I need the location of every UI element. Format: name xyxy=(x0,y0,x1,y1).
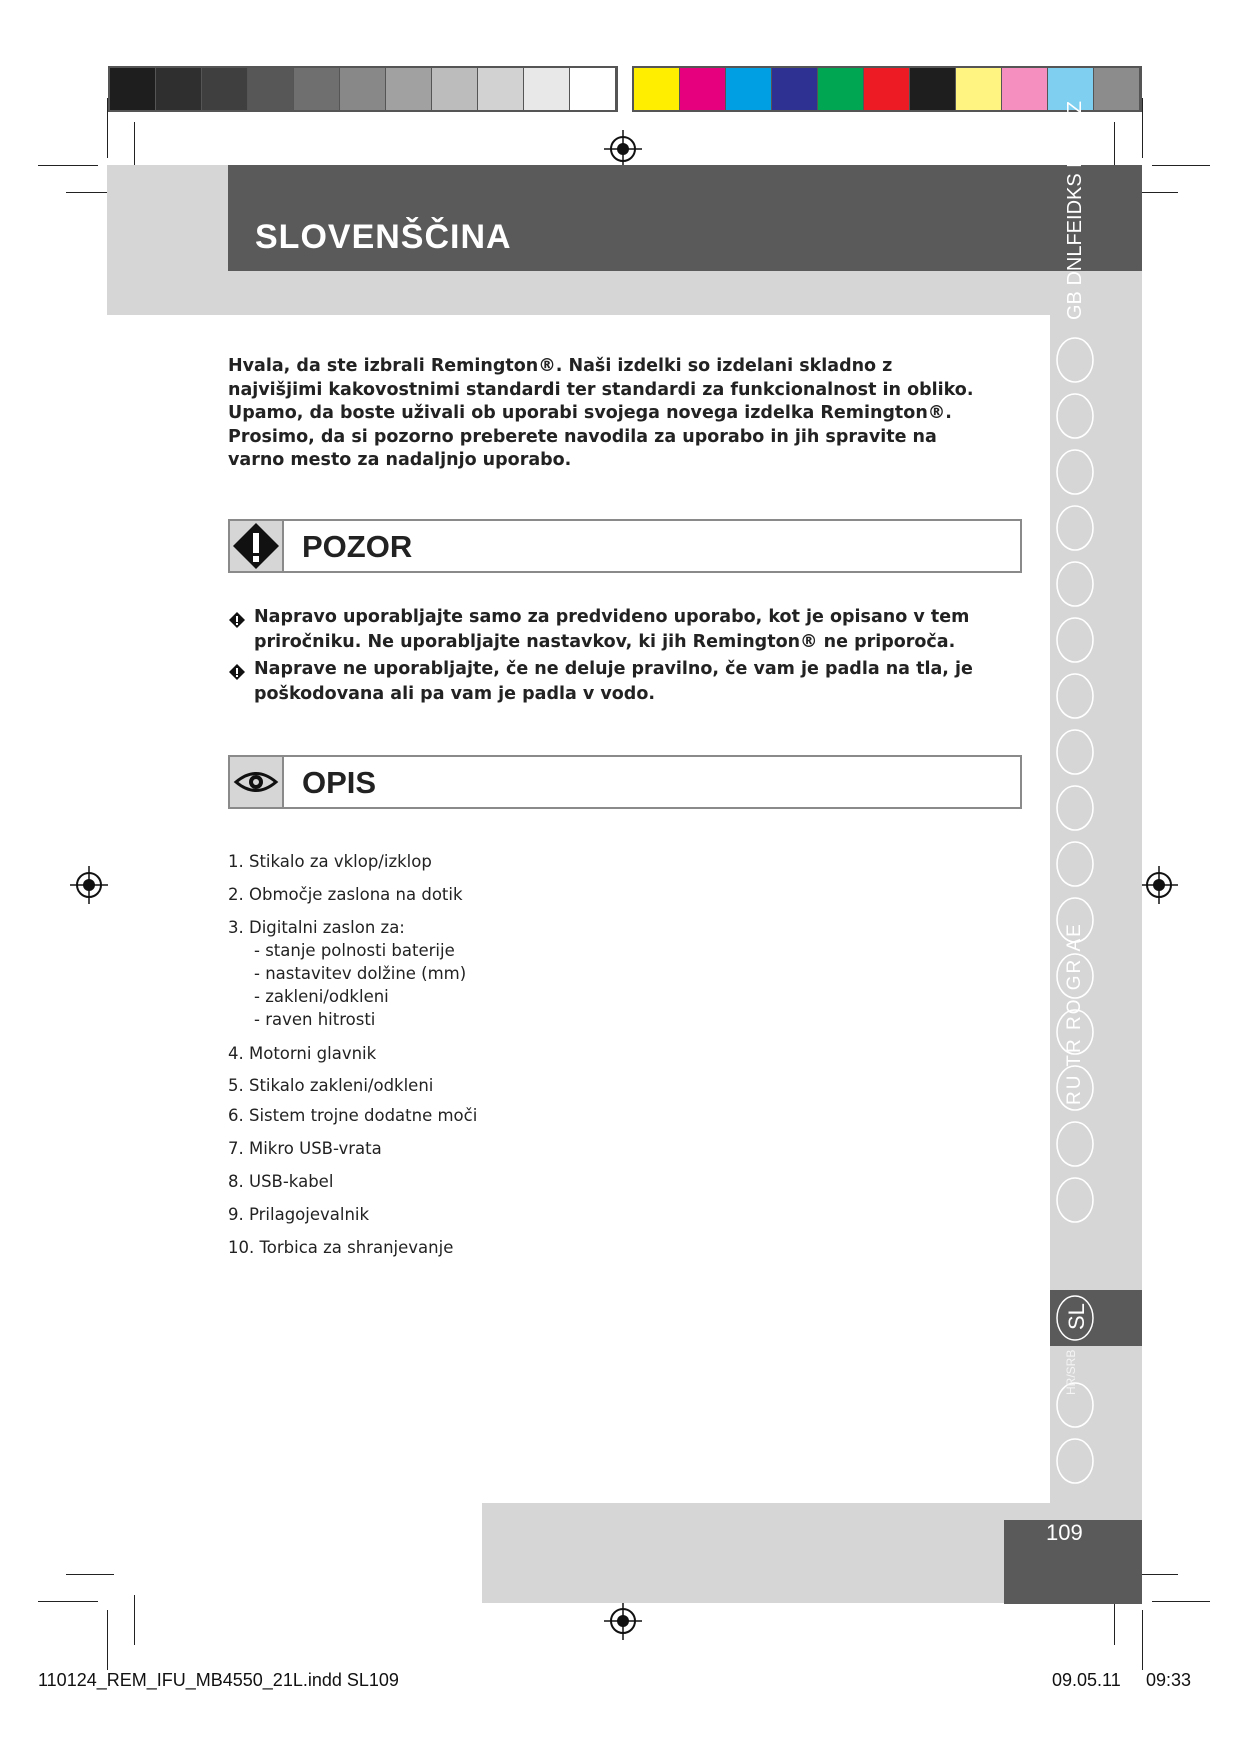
footer-filename: 110124_REM_IFU_MB4550_21L.indd SL109 xyxy=(38,1670,399,1690)
warning-title: POZOR xyxy=(302,529,413,564)
color-swatch xyxy=(386,68,432,110)
warning-header xyxy=(228,519,1022,573)
crop-mark xyxy=(1142,98,1143,158)
crop-mark xyxy=(1152,1601,1210,1602)
color-swatch xyxy=(864,68,910,110)
eye-icon xyxy=(230,757,282,807)
warning-text-1: Napravo uporabljajte samo za predvideno uporabo, kot je opisano v tem priročniku. Ne uporabljajte nastavkov, ki jih Remington® ne priporoča. xyxy=(254,607,970,652)
language-tab-oval-icon[interactable] xyxy=(1054,1063,1096,1113)
eye-icon-box xyxy=(230,757,284,807)
list-item: 6. Sistem trojne dodatne moči xyxy=(228,1106,478,1125)
page-number: 109 xyxy=(1046,1520,1083,1545)
language-tab-oval-icon[interactable] xyxy=(1054,839,1096,889)
crop-mark xyxy=(107,1610,108,1670)
color-swatch xyxy=(524,68,570,110)
warning-bullet-icon xyxy=(228,611,246,629)
language-tab-oval-icon[interactable] xyxy=(1054,335,1096,385)
language-tab-oval-icon[interactable] xyxy=(1054,895,1096,945)
list-item: 9. Prilagojevalnik xyxy=(228,1205,370,1224)
color-swatch xyxy=(634,68,680,110)
warning-item xyxy=(228,605,988,655)
color-swatch xyxy=(818,68,864,110)
language-tab-oval-icon[interactable] xyxy=(1054,503,1096,553)
hr-srb-tab-label: HR/SRB xyxy=(1064,1349,1078,1395)
language-tab-oval-icon[interactable] xyxy=(1054,1175,1096,1225)
registration-mark-icon xyxy=(604,130,642,168)
language-tab-oval-icon[interactable] xyxy=(1054,671,1096,721)
language-tabs-top: GB DNLFEIDKS PSKCZ xyxy=(1064,101,1086,320)
color-swatch xyxy=(294,68,340,110)
crop-mark xyxy=(38,1601,98,1602)
language-tab-oval-icon[interactable] xyxy=(1054,559,1096,609)
page-title: SLOVENŠČINA xyxy=(255,218,512,256)
crop-mark xyxy=(38,165,98,166)
crop-mark xyxy=(66,1574,114,1575)
language-tab-oval-icon[interactable] xyxy=(1054,1007,1096,1057)
color-swatch xyxy=(202,68,248,110)
color-swatch xyxy=(772,68,818,110)
color-swatch xyxy=(956,68,1002,110)
grayscale-bar xyxy=(108,66,618,112)
intro-line-3: Prosimo, da si pozorno preberete navodila za uporabo in jih spravite na varno mesto za nadaljnjo uporabo. xyxy=(228,426,937,470)
list-item: 2. Območje zaslona na dotik xyxy=(228,885,463,904)
description-header xyxy=(228,755,1022,809)
sub-item: - stanje polnosti baterije xyxy=(254,941,455,960)
language-tab-oval-icon[interactable] xyxy=(1054,1119,1096,1169)
sub-item: - nastavitev dolžine (mm) xyxy=(254,964,467,983)
list-item: 10. Torbica za shranjevanje xyxy=(228,1238,454,1257)
language-tab-oval-icon[interactable] xyxy=(1054,951,1096,1001)
language-tab-oval-icon[interactable] xyxy=(1054,447,1096,497)
warning-icon-box xyxy=(230,521,284,571)
color-swatch xyxy=(478,68,524,110)
list-item: 7. Mikro USB-vrata xyxy=(228,1139,382,1158)
warning-text-2: Naprave ne uporabljajte, če ne deluje pravilno, če vam je padla na tla, je poškodovana ali pa vam je padla v vodo. xyxy=(254,659,973,704)
crop-mark xyxy=(134,1595,135,1645)
warning-item xyxy=(228,657,988,707)
registration-mark-icon xyxy=(1140,866,1178,904)
color-swatch xyxy=(1094,68,1140,110)
intro-text xyxy=(228,355,988,473)
color-swatch xyxy=(726,68,772,110)
crop-mark xyxy=(107,98,108,158)
warning-icon xyxy=(230,521,282,571)
list-item: 4. Motorni glavnik xyxy=(228,1044,377,1063)
color-swatch xyxy=(680,68,726,110)
registration-mark-icon xyxy=(604,1602,642,1640)
description-title: OPIS xyxy=(302,765,377,800)
list-item: 1. Stikalo za vklop/izklop xyxy=(228,852,432,871)
intro-line-2: Upamo, da boste uživali ob uporabi svojega novega izdelka Remington®. xyxy=(228,403,952,423)
warning-bullet-icon xyxy=(228,663,246,681)
language-tabs-middle: RU TR RO GR AE xyxy=(1064,922,1085,1105)
color-swatch xyxy=(1002,68,1048,110)
list-item: 5. Stikalo zakleni/odkleni xyxy=(228,1076,434,1095)
warning-list xyxy=(228,605,988,707)
language-tab-oval-icon[interactable] xyxy=(1054,615,1096,665)
color-swatch xyxy=(110,68,156,110)
language-tab-oval-icon[interactable] xyxy=(1054,783,1096,833)
list-item: 3. Digitalni zaslon za: xyxy=(228,918,405,937)
list-item: 8. USB-kabel xyxy=(228,1172,334,1191)
sub-item: - zakleni/odkleni xyxy=(254,987,389,1006)
sub-item: - raven hitrosti xyxy=(254,1010,376,1029)
color-swatch xyxy=(340,68,386,110)
intro-line-1: Hvala, da ste izbrali Remington®. Naši izdelki so izdelani skladno z najvišjimi kakovostnimi standardi ter standardi za funkcionalnost in obliko. xyxy=(228,356,974,400)
language-tab-oval-icon[interactable] xyxy=(1054,391,1096,441)
color-swatch xyxy=(248,68,294,110)
crop-mark xyxy=(1142,1610,1143,1670)
color-swatch xyxy=(910,68,956,110)
language-tab-oval-icon[interactable] xyxy=(1054,727,1096,777)
color-swatch xyxy=(156,68,202,110)
active-language-label: SL xyxy=(1064,1303,1089,1330)
registration-mark-icon xyxy=(70,866,108,904)
color-swatch xyxy=(570,68,616,110)
color-swatch xyxy=(432,68,478,110)
crop-mark xyxy=(1152,165,1210,166)
footer-time: 09:33 xyxy=(1146,1670,1192,1690)
language-tab-oval-icon[interactable] xyxy=(1054,1436,1096,1486)
footer-date: 09.05.11 xyxy=(1052,1670,1121,1690)
